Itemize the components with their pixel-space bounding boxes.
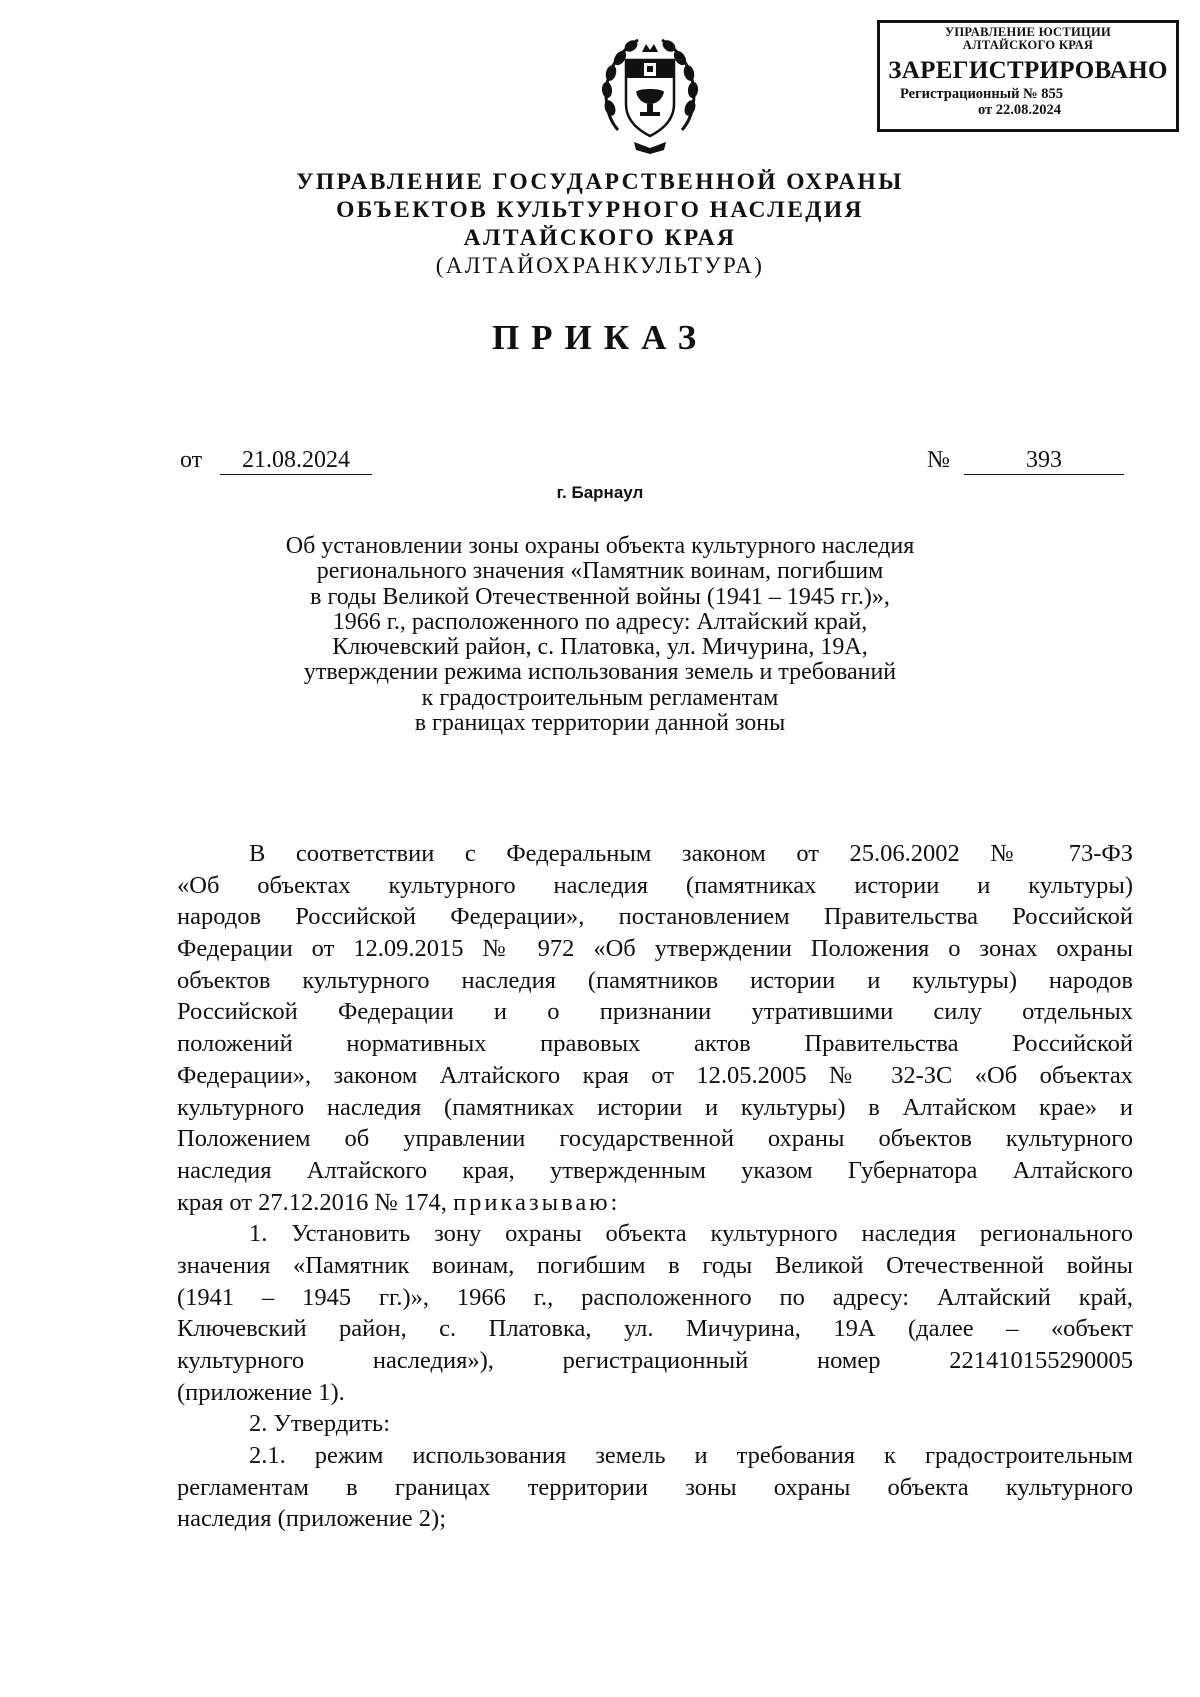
coat-of-arms-icon	[598, 30, 702, 158]
preamble-line: Положением об управлении государственной охраны объектов культурного	[177, 1125, 1133, 1153]
stamp-org-line2: АЛТАЙСКОГО КРАЯ	[962, 38, 1094, 52]
item2-1-line: 2.1. режим использования земель и требования к градостроительным	[249, 1442, 1133, 1470]
subject-line: Ключевский район, с. Платовка, ул. Мичурина, 19А,	[332, 634, 868, 661]
stamp-reg-number: Регистрационный № 855	[900, 86, 1064, 102]
order-word: приказываю:	[453, 1188, 621, 1216]
agency-short-name: (АЛТАЙОХРАНКУЛЬТУРА)	[435, 253, 765, 278]
subject-line: регионального значения «Памятник воинам, погибшим	[316, 558, 884, 585]
preamble-line: Федерации от 12.09.2015 № 972 «Об утверждении Положения о зонах охраны	[177, 935, 1133, 963]
preamble-line: Российской Федерации и о признании утратившими силу отдельных	[177, 998, 1133, 1026]
registration-stamp	[877, 20, 1179, 132]
stamp-status: ЗАРЕГИСТРИРОВАНО	[888, 57, 1168, 84]
subject-line: в границах территории данной зоны	[414, 710, 786, 737]
document-body	[177, 838, 1133, 1535]
item1-line: культурного наследия»), регистрационный номер 221410155290005	[177, 1347, 1133, 1374]
preamble-line: народов Российской Федерации», постановлением Правительства Российской	[177, 903, 1133, 931]
preamble-line: объектов культурного наследия (памятников истории и культуры) народов	[177, 966, 1133, 994]
document-date: 21.08.2024	[220, 446, 372, 475]
item1-line: 1. Установить зону охраны объекта культурного наследия регионального	[249, 1220, 1133, 1248]
subject-line: утверждении режима использования земель и требований	[303, 659, 897, 686]
stamp-org-line1: УПРАВЛЕНИЕ ЮСТИЦИИ	[944, 25, 1112, 39]
item1-line: Ключевский район, с. Платовка, ул. Мичурина, 19А (далее – «объект	[177, 1315, 1133, 1343]
city: г. Барнаул	[556, 483, 644, 502]
document-number: 393	[964, 446, 1124, 475]
subject-line: к градостроительным регламентам	[421, 684, 779, 711]
agency-line-2: ОБЪЕКТОВ КУЛЬТУРНОГО НАСЛЕДИЯ	[336, 197, 864, 223]
preamble-line: «Об объектах культурного наследия (памятниках истории и культуры)	[177, 871, 1133, 899]
agency-line-3: АЛТАЙСКОГО КРАЯ	[463, 225, 737, 251]
preamble-ending: края от 27.12.2016 № 174,	[177, 1188, 447, 1216]
preamble-line: наследия Алтайского края, утвержденным указом Губернатора Алтайского	[177, 1156, 1133, 1184]
item2-1-line: наследия (приложение 2);	[177, 1505, 447, 1533]
preamble-line: Федерации», законом Алтайского края от 12.05.2005 № 32-ЗС «Об объектах	[177, 1061, 1133, 1089]
subject-line: Об установлении зоны охраны объекта культурного наследия	[285, 533, 915, 559]
agency-line-1: УПРАВЛЕНИЕ ГОСУДАРСТВЕННОЙ ОХРАНЫ	[296, 169, 904, 195]
preamble-line: В соответствии с Федеральным законом от 25.06.2002 № 73-ФЗ	[249, 840, 1133, 867]
document-subject	[0, 534, 1200, 736]
subject-line: в годы Великой Отечественной войны (1941 – 1945 гг.)»,	[310, 583, 890, 610]
preamble-line: положений нормативных правовых актов Правительства Российской	[177, 1030, 1133, 1058]
stamp-reg-date: от 22.08.2024	[978, 102, 1062, 118]
date-prefix: от	[180, 447, 203, 473]
agency-name	[0, 168, 1200, 252]
preamble-last-line	[177, 1187, 1133, 1219]
subject-line: 1966 г., расположенного по адресу: Алтайский край,	[332, 608, 868, 635]
document-type-title: ПРИКАЗ	[491, 318, 709, 357]
item2-line: 2. Утвердить:	[249, 1410, 391, 1438]
item1-line: (1941 – 1945 гг.)», 1966 г., расположенного по адресу: Алтайский край,	[177, 1283, 1133, 1311]
item1-line: значения «Памятник воинам, погибшим в годы Великой Отечественной войны	[177, 1251, 1133, 1279]
number-prefix: №	[927, 447, 950, 473]
item2-1-line: регламентам в границах территории зоны охраны объекта культурного	[177, 1473, 1133, 1501]
preamble-line: культурного наследия (памятниках истории и культуры) в Алтайском крае» и	[177, 1093, 1133, 1121]
item1-line: (приложение 1).	[177, 1378, 345, 1406]
